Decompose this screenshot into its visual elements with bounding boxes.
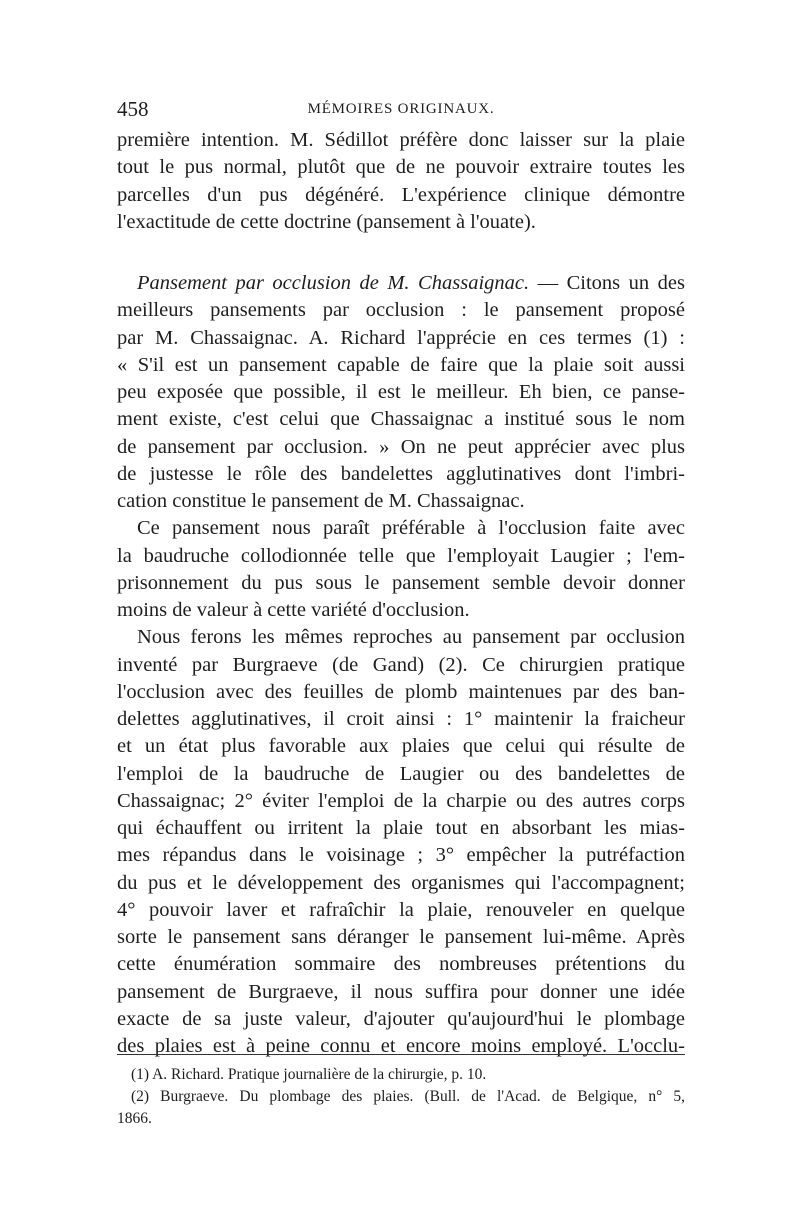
section-heading-italic: Pansement par occlusion de M. Chassaignac. — [137, 272, 530, 294]
text-line: peu exposée que possible, il est le meilleur. Eh bien, ce panse- — [117, 381, 685, 403]
text-line: mes répandus dans le voisinage ; 3° empêcher la putréfaction — [117, 844, 685, 867]
text-line: pansement de Burgraeve, il nous suffira pour donner une idée — [117, 980, 685, 1003]
text-line: Ce pansement nous paraît préférable à l'occlusion faite avec — [137, 517, 685, 540]
text-line: cette énumération sommaire des nombreuses prétentions du — [117, 953, 685, 976]
text-line: tout le pus normal, plutôt que de ne pouvoir extraire toutes les — [117, 156, 685, 179]
running-head — [117, 96, 685, 122]
text-line: de pansement par occlusion. » On ne peut apprécier avec plus — [117, 435, 685, 458]
text-line: inventé par Burgraeve (de Gand) (2). Ce chirurgien pratique — [117, 653, 685, 676]
text-line: et un état plus favorable aux plaies que celui qui résulte de — [117, 735, 685, 758]
section-title: MÉMOIRES ORIGINAUX. — [307, 101, 495, 117]
text-line: « S'il est un pansement capable de faire que la plaie soit aussi — [117, 353, 685, 376]
text-line: meilleurs pansements par occlusion : le pansement proposé — [117, 299, 685, 322]
section-heading-line: Pansement par occlusion de M. Chassaignac. — Citons un des — [137, 272, 685, 294]
text-line: parcelles d'un pus dégénéré. L'expérience clinique démontre — [117, 183, 685, 206]
text-line: l'exactitude de cette doctrine (pansement à l'ouate). — [117, 210, 536, 233]
text-line: qui échauffent ou irritent la plaie tout en absorbant les mias- — [117, 817, 685, 839]
text-line: première intention. M. Sédillot préfère donc laisser sur la plaie — [117, 129, 685, 151]
text-line: exacte de sa juste valeur, d'ajouter qu'aujourd'hui le plombage — [117, 1007, 685, 1030]
footnotes — [117, 1064, 685, 1130]
page-number: 458 — [117, 97, 149, 121]
text-line: la baudruche collodionnée telle que l'employait Laugier ; l'em- — [117, 544, 685, 567]
text-line: sorte le pansement sans déranger le pansement lui-même. Après — [117, 926, 685, 948]
footnote-2-continuation: 1866. — [117, 1110, 152, 1127]
footnote-2: (2) Burgraeve. Du plombage des plaies. (Bull. de l'Acad. de Belgique, n° 5, — [131, 1088, 685, 1105]
footnote-1: (1) A. Richard. Pratique journalière de la chirurgie, p. 10. — [131, 1066, 487, 1083]
text-line: prisonnement du pus sous le pansement semble devoir donner — [117, 571, 685, 594]
text-line: moins de valeur à cette variété d'occlusion. — [117, 599, 470, 621]
body-text — [117, 127, 685, 1060]
paragraph-gap — [117, 236, 685, 253]
text-line: Nous ferons les mêmes reproches au pansement par occlusion — [137, 626, 685, 649]
text-line: delettes agglutinatives, il croit ainsi : 1° maintenir la fraicheur — [117, 708, 685, 730]
text-line: 4° pouvoir laver et rafraîchir la plaie, renouveler en quelque — [117, 898, 685, 921]
footnote-divider — [117, 1054, 685, 1055]
text-line: de justesse le rôle des bandelettes agglutinatives dont l'imbri- — [117, 462, 685, 485]
text-line: l'occlusion avec des feuilles de plomb maintenues par des ban- — [117, 680, 685, 703]
text-line: l'emploi de la baudruche de Laugier ou des bandelettes de — [117, 762, 685, 785]
text-line: par M. Chassaignac. A. Richard l'apprécie en ces termes (1) : — [117, 326, 685, 349]
text-line: Chassaignac; 2° éviter l'emploi de la charpie ou des autres corps — [117, 789, 685, 812]
text-line: ment existe, c'est celui que Chassaignac a institué sous le nom — [117, 408, 685, 431]
paragraph-gap — [117, 253, 685, 270]
text-line: cation constitue le pansement de M. Chassaignac. — [117, 490, 525, 512]
text-line: des plaies est à peine connu et encore moins employé. L'occlu- — [117, 1035, 685, 1057]
text-line: du pus et le développement des organismes qui l'accompagnent; — [117, 871, 685, 894]
